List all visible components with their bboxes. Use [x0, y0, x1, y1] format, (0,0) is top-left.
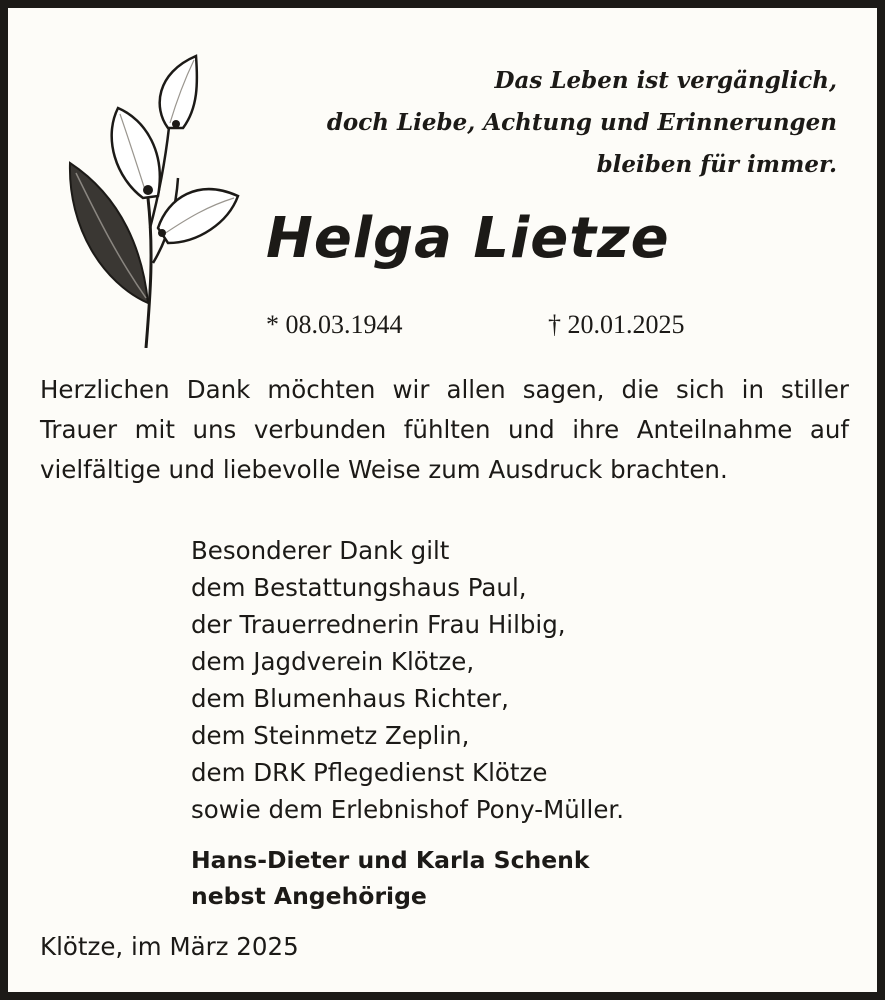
- list-item: dem Blumenhaus Richter,: [191, 684, 509, 713]
- motto-line: bleiben für immer.: [596, 151, 837, 178]
- list-item: Besonderer Dank gilt: [191, 536, 450, 565]
- special-thanks-list: [191, 532, 624, 828]
- motto-quote: [327, 60, 837, 186]
- motto-line: doch Liebe, Achtung und Erinnerungen: [326, 109, 837, 136]
- birth-date: * 08.03.1944: [266, 310, 403, 339]
- list-item: sowie dem Erlebnishof Pony-Müller.: [191, 795, 625, 824]
- calla-lily-icon: [58, 48, 248, 348]
- motto-line: Das Leben ist vergänglich,: [494, 67, 837, 94]
- thanks-paragraph: Herzlichen Dank möchten wir allen sagen, die sich in stiller Trauer mit uns verbunden fühlten und ihre Anteilnahme auf vielfältige und liebevolle Weise zum Ausdruck brachten.: [40, 375, 849, 484]
- death-date: † 20.01.2025: [548, 310, 685, 339]
- list-item: dem Steinmetz Zeplin,: [191, 721, 470, 750]
- list-item: dem Bestattungshaus Paul,: [191, 573, 527, 602]
- signer-line: Hans-Dieter und Karla Schenk: [191, 846, 590, 874]
- deceased-name: Helga Lietze: [266, 206, 670, 271]
- place-date: Klötze, im März 2025: [40, 932, 299, 961]
- list-item: dem DRK Pflegedienst Klötze: [191, 758, 548, 787]
- signer-line: nebst Angehörige: [191, 882, 427, 910]
- list-item: dem Jagdverein Klötze,: [191, 647, 475, 676]
- signers: [191, 842, 590, 914]
- list-item: der Trauerrednerin Frau Hilbig,: [191, 610, 566, 639]
